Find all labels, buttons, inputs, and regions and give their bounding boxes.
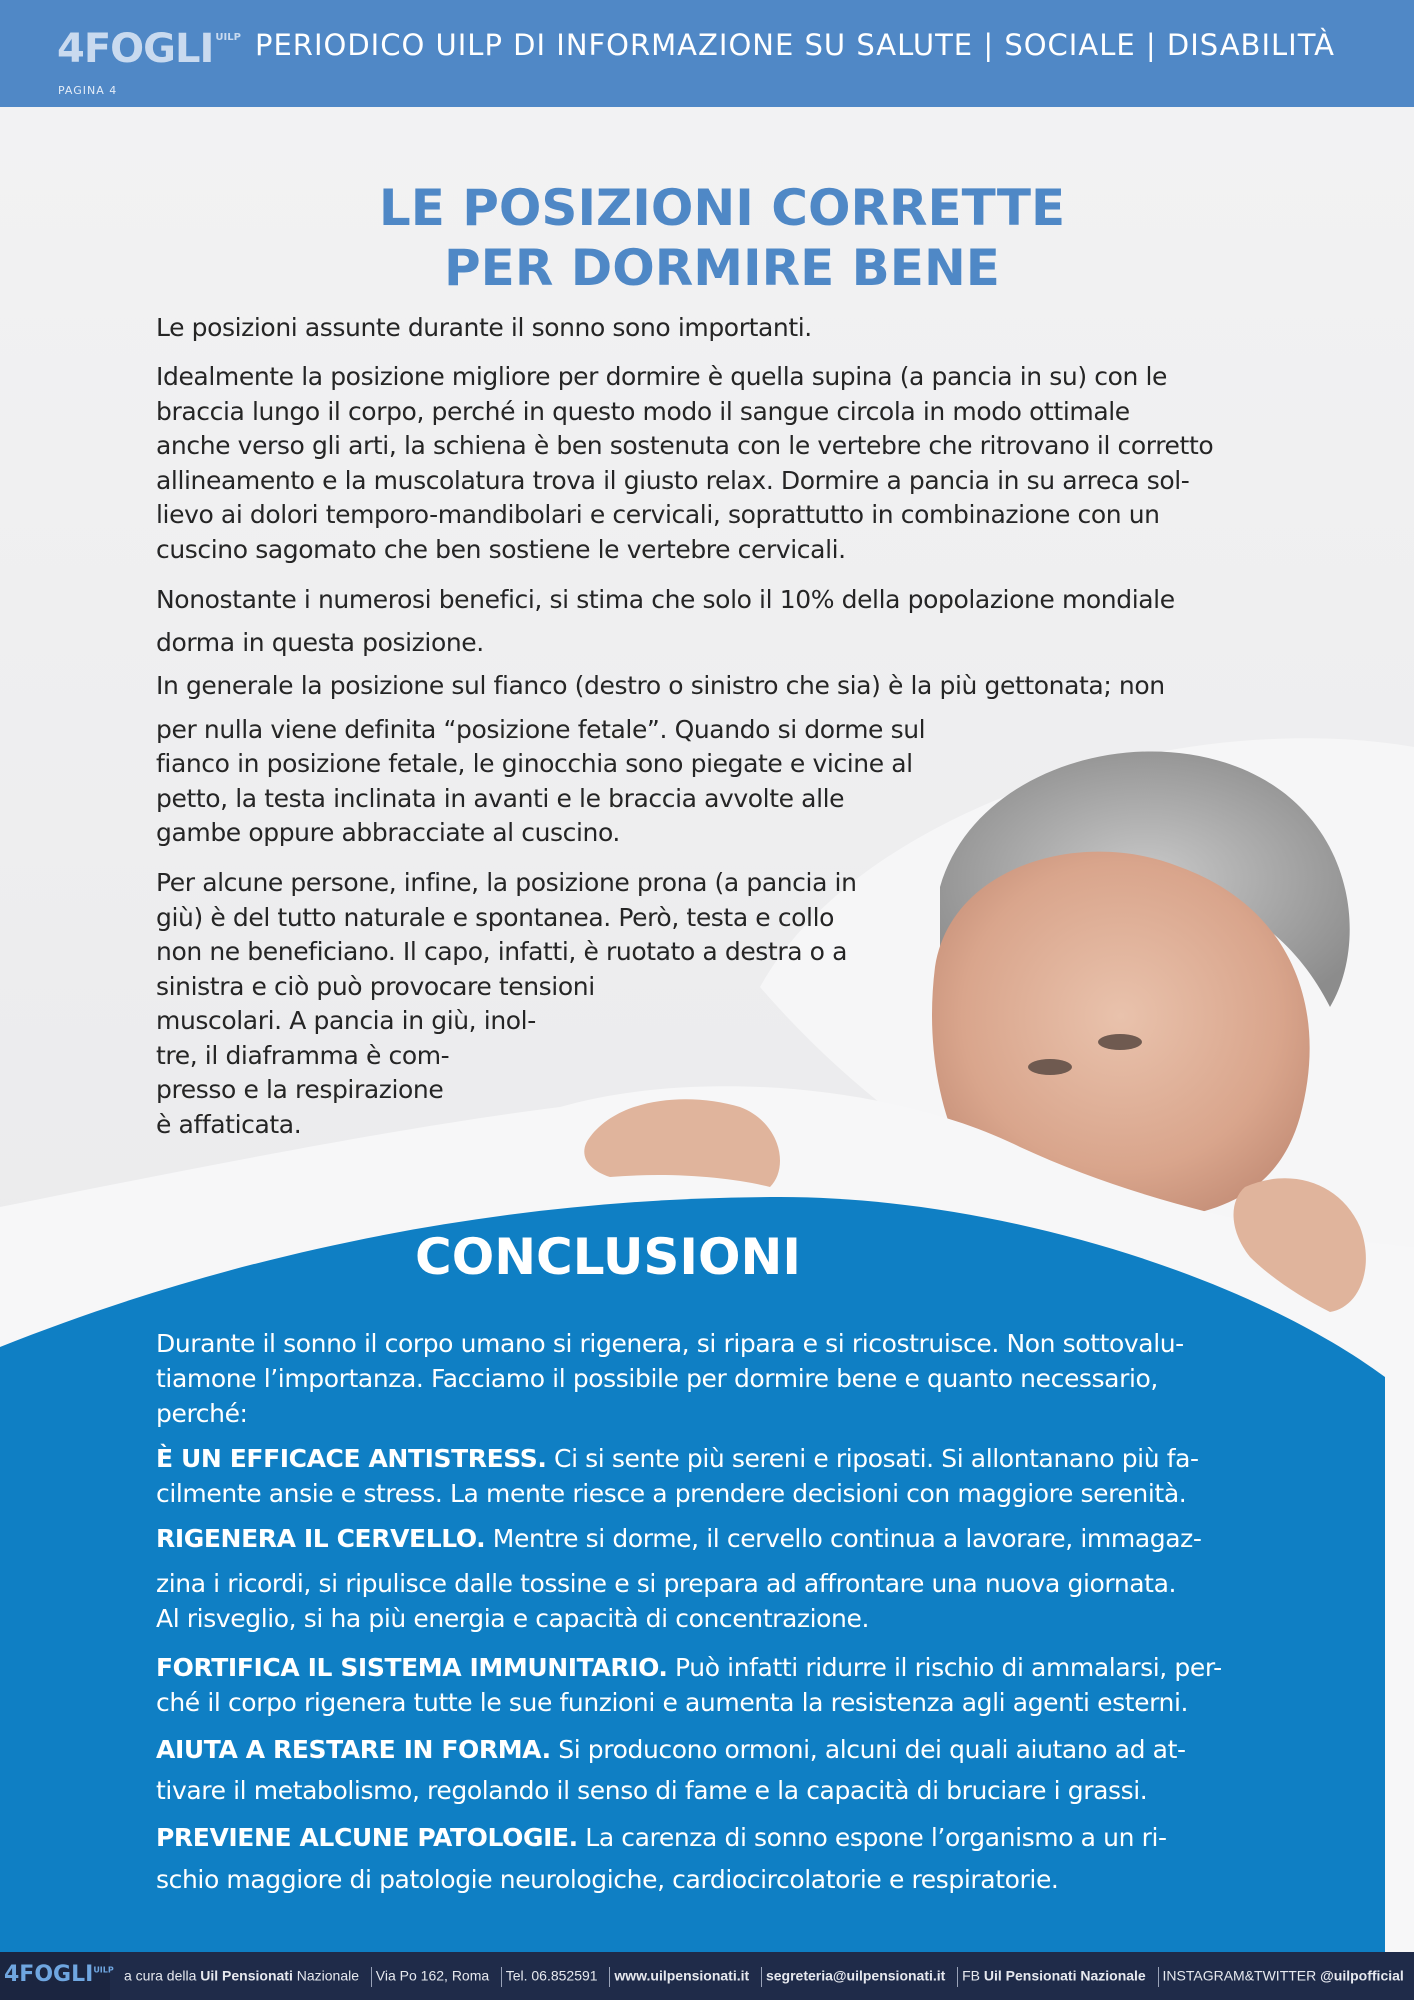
footer-separator bbox=[761, 1967, 762, 1987]
text-line: cuscino sagomato che ben sostiene le vertebre cervicali. bbox=[156, 534, 846, 564]
text-line: gambe oppure abbracciate al cuscino. bbox=[156, 818, 620, 847]
header-title: PERIODICO UILP DI INFORMAZIONE SU SALUTE | SOCIALE | DISABILITÀ bbox=[255, 28, 1336, 62]
text-line: tre, il diaframma è com- bbox=[156, 1040, 450, 1070]
footer-fb-link[interactable]: Uil Pensionati Nazionale bbox=[983, 1967, 1146, 1984]
text-line: Le posizioni assunte durante il sonno sono importanti. bbox=[156, 313, 812, 342]
footer-separator bbox=[371, 1967, 372, 1987]
text-line: anche verso gli arti, la schiena è ben sostenuta con le vertebre che ritrovano il corretto bbox=[156, 431, 1214, 460]
text-line: Idealmente la posizione migliore per dormire è quella supina (a pancia in su) con le bbox=[156, 362, 1167, 391]
benefit-text: Mentre si dorme, il cervello continua a lavorare, immagaz- bbox=[485, 1524, 1202, 1553]
text-line: non ne beneficiano. Il capo, infatti, è ruotato a destra o a bbox=[156, 937, 848, 966]
text-line: allineamento e la muscolatura trova il giusto relax. Dormire a pancia in su arreca sol- bbox=[156, 465, 1190, 495]
footer-social-link[interactable]: @uilpofficial bbox=[1320, 1967, 1404, 1984]
text-line: Per alcune persone, infine, la posizione prona (a pancia in bbox=[156, 868, 857, 897]
paragraph-intro bbox=[156, 311, 812, 346]
text-line: presso e la respirazione bbox=[156, 1075, 444, 1104]
footer-separator bbox=[957, 1967, 958, 1987]
text-line: Al risveglio, si ha più energia e capacità di concentrazione. bbox=[156, 1604, 870, 1633]
text-line: Nonostante i numerosi benefici, si stima che solo il 10% della popolazione mondiale bbox=[156, 585, 1175, 614]
footer-address: Via Po 162, Roma bbox=[375, 1967, 490, 1984]
conclusions-title: CONCLUSIONI bbox=[415, 1228, 801, 1286]
text-line: dorma in questa posizione. bbox=[156, 628, 484, 657]
text-line: In generale la posizione sul fianco (destro o sinistro che sia) è la più gettonata; non bbox=[156, 671, 1165, 700]
footer-curated-name: Uil Pensionati bbox=[200, 1967, 293, 1984]
footer-separator bbox=[1158, 1967, 1159, 1987]
benefit-heading: PREVIENE ALCUNE PATOLOGIE. bbox=[156, 1823, 578, 1852]
footer-social-label: INSTAGRAM&TWITTER bbox=[1162, 1967, 1317, 1984]
paragraph-statistic bbox=[156, 578, 1175, 664]
text-line: petto, la testa inclinata in avanti e le braccia avvolte alle bbox=[156, 783, 845, 813]
benefit-item-fitness bbox=[156, 1732, 1186, 1808]
benefit-item-antistress bbox=[156, 1441, 1199, 1511]
text-line: Durante il sonno il corpo umano si rigenera, si ripara e si ricostruisce. Non sottovalu- bbox=[156, 1329, 1184, 1358]
footer-curated-prefix: a cura della bbox=[124, 1967, 197, 1984]
benefit-item-pathologies bbox=[156, 1820, 1167, 1897]
footer-tel-number: 06.852591 bbox=[531, 1967, 598, 1984]
text-line: muscolari. A pancia in giù, inol- bbox=[156, 1006, 536, 1035]
text-line: sinistra e ciò può provocare tensioni bbox=[156, 971, 595, 1001]
conclusions-intro bbox=[156, 1326, 1184, 1431]
text-line: lievo ai dolori temporo-mandibolari e cervicali, soprattutto in combinazione con un bbox=[156, 500, 1160, 529]
paragraph-prone bbox=[156, 866, 857, 1142]
text-line: cilmente ansie e stress. La mente riesce a prendere decisioni con maggiore serenità. bbox=[156, 1479, 1187, 1508]
text-line: braccia lungo il corpo, perché in questo modo il sangue circola in modo ottimale bbox=[156, 396, 1130, 426]
text-line: tiamone l’importanza. Facciamo il possibile per dormire bene e quanto necessario, bbox=[156, 1364, 1158, 1393]
text-line: è affaticata. bbox=[156, 1109, 302, 1139]
footer-logo-sup: UILP bbox=[93, 1965, 114, 1975]
footer-email-link[interactable]: segreteria@uilpensionati.it bbox=[765, 1967, 946, 1984]
text-line: ché il corpo rigenera tutte le sue funzioni e aumenta la resistenza agli agenti esterni. bbox=[156, 1688, 1189, 1717]
footer-fb-label: FB bbox=[962, 1967, 981, 1984]
benefit-heading: È UN EFFICACE ANTISTRESS. bbox=[156, 1444, 547, 1473]
benefit-heading: RIGENERA IL CERVELLO. bbox=[156, 1524, 486, 1553]
benefit-text: Può infatti ridurre il rischio di ammalarsi, per- bbox=[667, 1653, 1222, 1682]
article-title bbox=[200, 178, 1244, 298]
footer-separator bbox=[501, 1967, 502, 1987]
title-line: PER DORMIRE BENE bbox=[444, 239, 1000, 297]
paragraph-side bbox=[156, 669, 1165, 851]
text-line: schio maggiore di patologie neurologiche, cardiocircolatorie e respiratorie. bbox=[156, 1865, 1059, 1894]
footer-separator bbox=[609, 1967, 610, 1987]
paragraph-supine bbox=[156, 360, 1213, 567]
page-header bbox=[0, 0, 1414, 107]
benefit-text: Si producono ormoni, alcuni dei quali aiutano ad at- bbox=[550, 1735, 1186, 1764]
text-line: perché: bbox=[156, 1399, 248, 1428]
title-line: LE POSIZIONI CORRETTE bbox=[378, 179, 1066, 237]
text-line: per nulla viene definita “posizione fetale”. Quando si dorme sul bbox=[156, 714, 926, 744]
page-footer bbox=[0, 1952, 1414, 2000]
benefit-item-brain bbox=[156, 1521, 1202, 1636]
benefit-item-immune bbox=[156, 1650, 1222, 1720]
benefit-text: La carenza di sonno espone l’organismo a un ri- bbox=[577, 1823, 1167, 1852]
footer-tel-label: Tel. bbox=[505, 1967, 528, 1984]
logo-text: 4FOGLI bbox=[57, 26, 214, 72]
publication-logo bbox=[57, 26, 241, 72]
text-line: tivare il metabolismo, regolando il senso di fame e la capacità di bruciare i grassi. bbox=[156, 1776, 1148, 1805]
benefit-heading: FORTIFICA IL SISTEMA IMMUNITARIO. bbox=[156, 1653, 668, 1682]
benefit-heading: AIUTA A RESTARE IN FORMA. bbox=[156, 1735, 551, 1764]
footer-logo bbox=[4, 1962, 114, 1987]
text-line: zina i ricordi, si ripulisce dalle tossine e si prepara ad affrontare una nuova giornata. bbox=[156, 1569, 1177, 1598]
text-line: giù) è del tutto naturale e spontanea. Però, testa e collo bbox=[156, 902, 835, 932]
benefit-text: Ci si sente più sereni e riposati. Si allontanano più fa- bbox=[546, 1444, 1199, 1473]
footer-website-link[interactable]: www.uilpensionati.it bbox=[614, 1967, 750, 1984]
text-line: fianco in posizione fetale, le ginocchia sono piegate e vicine al bbox=[156, 749, 913, 778]
footer-logo-text: 4FOGLI bbox=[4, 1962, 94, 1987]
footer-contacts bbox=[124, 1967, 1404, 1987]
logo-sup: UILP bbox=[215, 32, 241, 43]
page-number: PAGINA 4 bbox=[58, 84, 118, 97]
footer-curated-suffix: Nazionale bbox=[296, 1967, 360, 1984]
